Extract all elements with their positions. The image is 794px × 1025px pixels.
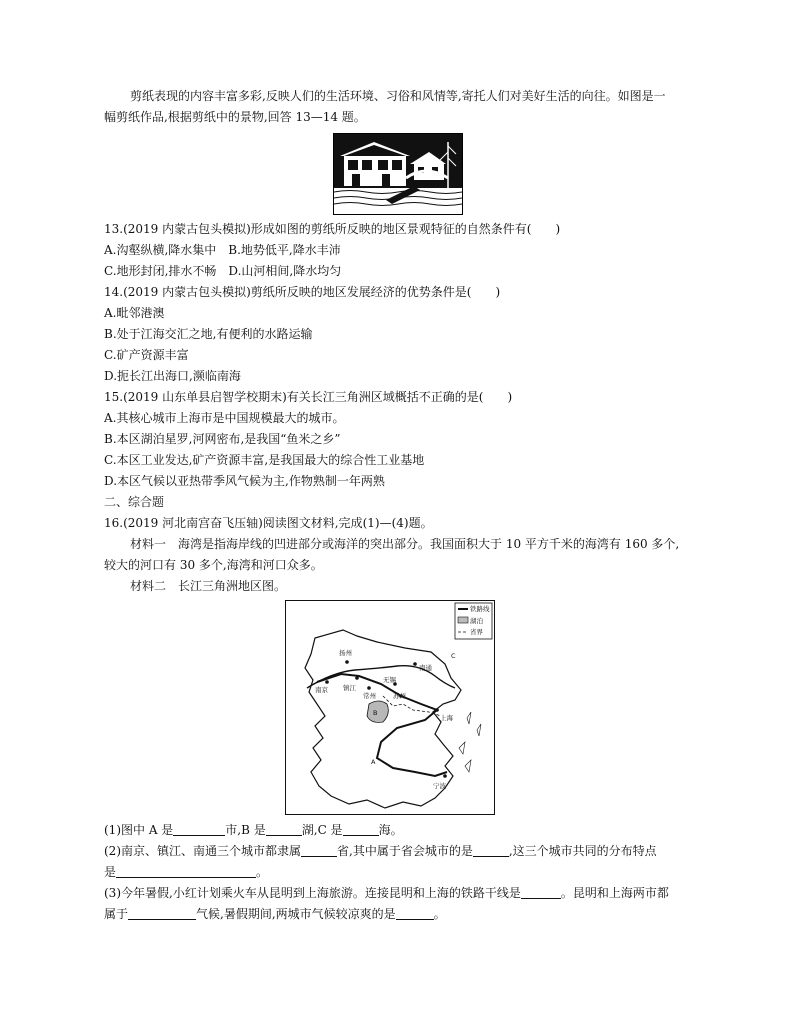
city-shanghai: 上海 [440,714,453,722]
q16-sub2-line2 [104,864,268,880]
blank-lake-b[interactable] [266,823,302,836]
q16-material2: 材料二 长江三角洲地区图。 [130,579,287,593]
q16-sub2-p4: 是 [104,865,117,879]
q16-sub1 [104,822,403,838]
q15-option-d: D.本区气候以亚热带季风气候为主,作物熟制一年两熟 [104,474,385,488]
blank-distribution[interactable] [116,865,256,878]
q16-sub2-p1: (2)南京、镇江、南通三个城市都隶属 [104,844,301,858]
q16-sub1-p2: 市,B 是 [225,823,266,837]
q16-sub3-line2 [104,906,446,922]
q16-sub2-p2: 省,其中属于省会城市的是 [337,844,473,858]
q16-stem: 16.(2019 河北南宫奋飞压轴)阅读图文材料,完成(1)—(4)题。 [104,516,433,530]
q16-sub2-line1 [104,843,657,859]
yangtze-delta-map [285,600,495,815]
blank-sea-c[interactable] [343,823,379,836]
q16-sub1-p4: 海。 [378,823,403,837]
blank-climate[interactable] [128,907,196,920]
city-ningbo: 宁波 [433,782,446,790]
legend-railway: 铁路线 [470,605,490,613]
legend-lake: 湖泊 [470,617,483,625]
q13-options-ab: A.沟壑纵横,降水集中 B.地势低平,降水丰沛 [104,243,341,257]
blank-cooler-city[interactable] [396,907,434,920]
section-heading: 二、综合题 [104,495,165,509]
blank-capital[interactable] [473,844,509,857]
q13-options-cd: C.地形封闭,排水不畅 D.山河相间,降水均匀 [104,264,342,278]
q16-material1-line2: 较大的河口有 30 多个,海湾和河口众多。 [104,558,323,572]
city-changzhou: 常州 [363,692,376,700]
q15-stem: 15.(2019 山东单县启智学校期末)有关长江三角洲区域概括不正确的是( ) [104,390,513,404]
q14-stem: 14.(2019 内蒙古包头模拟)剪纸所反映的地区发展经济的优势条件是( ) [104,285,501,299]
q16-sub2-p5: 。 [256,865,269,879]
q14-option-a: A.毗邻港澳 [104,306,165,320]
q16-sub1-p1: (1)图中 A 是 [104,823,174,837]
marker-c: C [451,652,456,660]
city-suzhou: 苏州 [393,692,406,700]
q16-sub3-line1 [104,885,669,901]
q14-option-b: B.处于江海交汇之地,有便利的水路运输 [104,327,313,341]
q16-material1-line1: 材料一 海湾是指海岸线的凹进部分或海洋的突出部分。我国面积大于 10 平方千米的海湾有 160 多个, [130,537,680,551]
q13-stem: 13.(2019 内蒙古包头模拟)形成如图的剪纸所反映的地区景观特征的自然条件有( ) [104,222,561,236]
marker-b: B [373,709,378,717]
blank-province[interactable] [301,844,337,857]
taihu-lake [367,701,388,722]
q16-sub2-p3: ,这三个城市共同的分布特点 [508,844,657,858]
city-wuxi: 无锡 [383,676,396,684]
map-legend [455,603,492,639]
q14-option-d: D.扼长江出海口,濒临南海 [104,369,241,383]
q14-option-c: C.矿产资源丰富 [104,348,189,362]
legend-border: 省界 [470,628,483,636]
q16-sub3-p1: (3)今年暑假,小红计划乘火车从昆明到上海旅游。连接昆明和上海的铁路干线是 [104,886,521,900]
q16-sub3-p2: 。昆明和上海两市都 [560,886,669,900]
q16-sub3-p3: 属于 [104,907,129,921]
q15-option-c: C.本区工业发达,矿产资源丰富,是我国最大的综合性工业基地 [104,453,425,467]
papercut-image [333,133,463,215]
blank-railway[interactable] [521,886,561,899]
q16-sub3-p4: 气候,暑假期间,两城市气候较凉爽的是 [196,907,396,921]
city-zhenjiang: 镇江 [343,684,356,692]
q15-option-a: A.其核心城市上海市是中国规模最大的城市。 [104,411,345,425]
q16-sub1-p3: 湖,C 是 [301,823,343,837]
intro-line-2: 幅剪纸作品,根据剪纸中的景物,回答 13—14 题。 [104,110,366,124]
blank-city-a[interactable] [173,823,225,836]
q15-option-b: B.本区湖泊星罗,河网密布,是我国“鱼米之乡” [104,432,341,446]
intro-line-1: 剪纸表现的内容丰富多彩,反映人们的生活环境、习俗和风情等,寄托人们对美好生活的向往。如图是一 [130,89,666,103]
q16-sub3-p5: 。 [433,907,446,921]
city-nantong: 南通 [419,664,432,672]
city-nanjing: 南京 [315,686,328,694]
marker-a: A [371,758,376,766]
city-yangzhou: 扬州 [339,649,352,657]
